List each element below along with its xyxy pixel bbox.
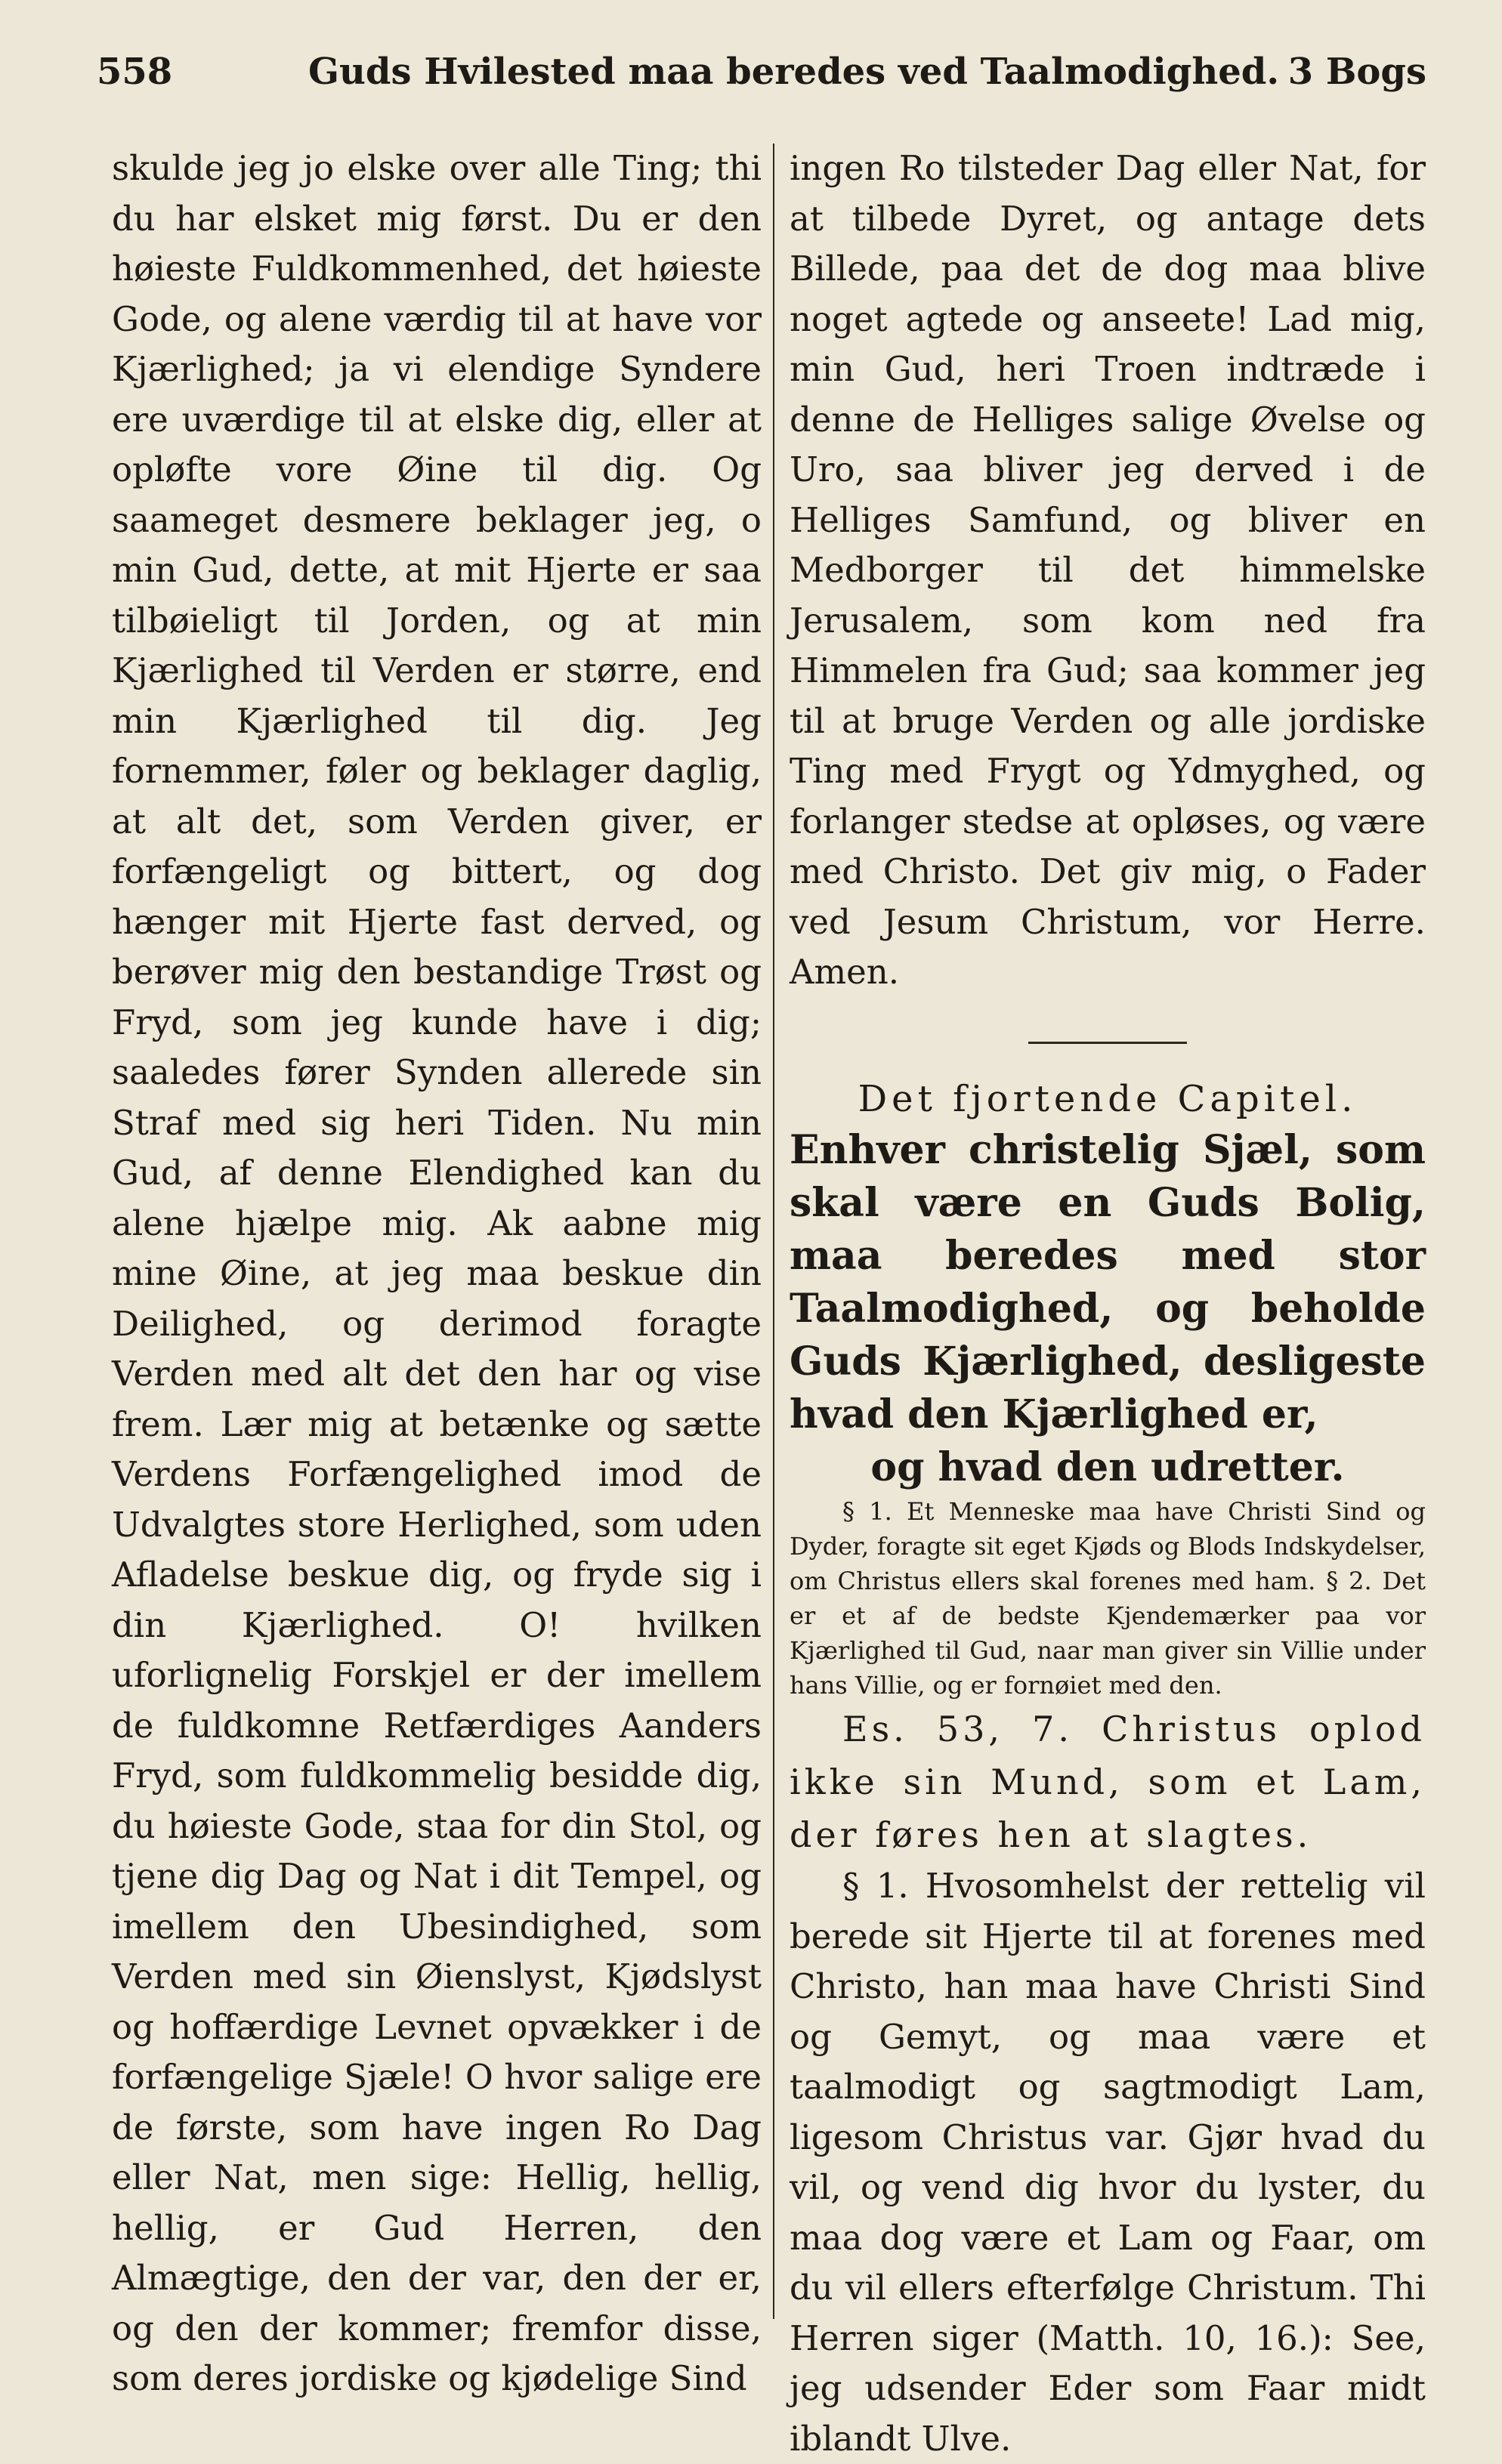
section-paragraph: § 1. Hvosomhelst der rettelig vil berede sit Hjerte til at forenes med Christo, han maa have Christi Sind og Gemyt, og maa være et taalmodigt og sagtmodigt Lam, ligesom Christus var. Gjør hvad du vil, og vend dig hvor du lyster, du maa dog være et Lam og Faar, om du vil ellers efterfølge Christum. Thi Herren siger (Matth. 10, 16.): See, jeg udsender Eder som Faar midt iblandt Ulve. bbox=[790, 1866, 1426, 2459]
left-column bbox=[112, 144, 762, 2398]
left-column-text: skulde jeg jo elske over alle Ting; thi du har elsket mig først. Du er den høieste Fuldkommenhed, det høieste Gode, og alene værdig til at have vor Kjærlighed; ja vi elendige Syndere ere uværdige til at elske dig, eller at opløfte vore Øine til dig. Og saameget desmere beklager jeg, o min Gud, dette, at mit Hjerte er saa tilbøieligt til Jorden, og at min Kjærlighed til Verden er større, end min Kjærlighed til dig. Jeg fornemmer, føler og beklager daglig, at alt det, som Verden giver, er forfængeligt og bittert, og dog hænger mit Hjerte fast derved, og berøver mig den bestandige Trøst og Fryd, som jeg kunde have i dig; saaledes fører Synden allerede sin Straf med sig heri Tiden. Nu min Gud, af denne Elendighed kan du alene hjælpe mig. Ak aabne mig mine Øine, at jeg maa beskue din Deilighed, og derimod foragte Verden med alt det den har og vise frem. Lær mig at betænke og sætte Verdens Forfængelighed imod de Udvalgtes store Herlighed, som uden Afladelse beskue dig, og fryde sig i din Kjærlighed. O! hvilken uforlignelig Forskjel er der imellem de fuldkomne Retfærdiges Aanders Fryd, som fuldkommelig besidde dig, du høieste Gode, staa for din Stol, og tjene dig Dag og Nat i dit Tempel, og imellem den Ubesindighed, som Verden med sin Øienslyst, Kjødslyst og hoffærdige Levnet opvækker i de forfængelige Sjæle! O hvor salige ere de første, som have ingen Ro Dag eller Nat, men sige: Hellig, hellig, hellig, er Gud Herren, den Almægtige, den der var, den der er, og den der kommer; fremfor disse, som deres jordiske og kjødelige Sind bbox=[112, 148, 762, 2398]
scripture-quote: Es. 53, 7. Christus oplod ikke sin Mund, som et Lam, der føres hen at slagtes. bbox=[790, 1709, 1426, 1855]
book-section-reference: 3 Bogs bbox=[1287, 51, 1426, 93]
chapter-title-last-line: og hvad den udretter. bbox=[870, 1444, 1345, 1490]
section-separator bbox=[1028, 1042, 1187, 1044]
chapter-title-main: Enhver christelig Sjæl, som skal være en Guds Bolig, maa beredes med stor Taalmodighed, og beholde Guds Kjærlighed, desligeste hvad den Kjærlighed er, bbox=[790, 1127, 1426, 1437]
right-column bbox=[790, 144, 1426, 2459]
page-number: 558 bbox=[97, 51, 173, 93]
column-divider bbox=[773, 144, 774, 2319]
running-title: Guds Hvilested maa beredes ved Taalmodighed. bbox=[308, 51, 1280, 93]
chapter-summary: § 1. Et Menneske maa have Christi Sind og Dyder, foragte sit eget Kjøds og Blods Indskydelser, om Christus ellers skal forenes med ham. § 2. Det er et af de bedste Kjendemærker paa vor Kjærlighed til Gud, naar man giver sin Villie under hans Villie, og er fornøiet med den. bbox=[790, 1497, 1426, 1700]
chapter-title bbox=[790, 1124, 1426, 1494]
prayer-closing-text: ingen Ro tilsteder Dag eller Nat, for at tilbede Dyret, og antage dets Billede, paa det de dog maa blive noget agtede og anseete! Lad mig, min Gud, heri Troen indtræde i denne de Helliges salige Øvelse og Uro, saa bliver jeg derved i de Helliges Samfund, og bliver en Medborger til det himmelske Jerusalem, som kom ned fra Himmelen fra Gud; saa kommer jeg til at bruge Verden og alle jordiske Ting med Frygt og Ydmyghed, og forlanger stedse at opløses, og være med Christo. Det giv mig, o Fader ved Jesum Christum, vor Herre. Amen. bbox=[790, 148, 1426, 992]
running-header bbox=[97, 47, 1426, 97]
chapter-heading: Det fjortende Capitel. bbox=[858, 1077, 1358, 1120]
